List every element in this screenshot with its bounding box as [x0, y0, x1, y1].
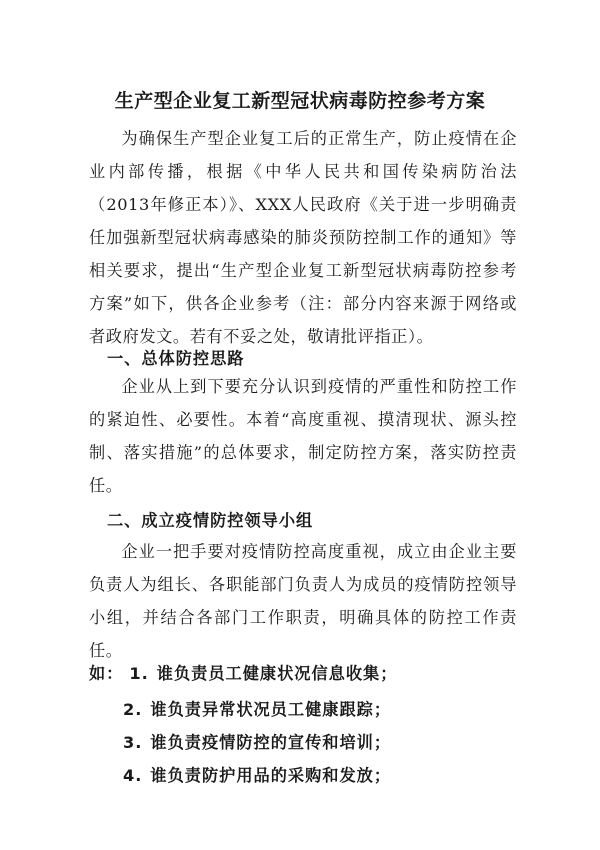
list-item	[123, 762, 391, 786]
list-item-text: 谁负责防护用品的采购和发放；	[150, 766, 392, 785]
list-item	[123, 729, 391, 753]
list-item-number: 3.	[123, 733, 143, 752]
section-heading-leadership-group: 二、成立疫情防控领导小组	[107, 511, 314, 530]
list-item-number: 1.	[129, 664, 149, 683]
section-body-overall-approach: 企业从上到下要充分认识到疫情的严重性和防控工作的紧迫性、必要性。本着“高度重视、摸清现状、源头控制、落实措施”的总体要求，制定防控方案，落实防控责任。	[89, 377, 517, 495]
document-title: 生产型企业复工新型冠状病毒防控参考方案	[114, 90, 486, 112]
list-item	[89, 660, 397, 684]
list-prefix: 如：	[89, 664, 124, 683]
list-item	[123, 696, 391, 720]
list-item-text: 谁负责疫情防控的宣传和培训；	[150, 733, 392, 752]
list-item-number: 4.	[123, 766, 143, 785]
intro-paragraph: 为确保生产型企业复工后的正常生产，防止疫情在企业内部传播，根据《中华人民共和国传染病防治法（2013年修正本）》、XXX人民政府《关于进一步明确责任加强新型冠状病毒感染的肺炎预防控制工作的通知》等相关要求，提出“生产型企业复工新型冠状病毒防控参考方案”如下，供各企业参考（注：部分内容来源于网络或者政府发文。若有不妥之处，敬请批评指正）。	[89, 129, 517, 346]
section-heading-overall-approach: 一、总体防控思路	[107, 349, 245, 368]
section-body-leadership-group: 企业一把手要对疫情防控高度重视，成立由企业主要负责人为组长、各职能部门负责人为成员的疫情防控领导小组，并结合各部门工作职责，明确具体的防控工作责任。	[89, 542, 517, 660]
list-item-text: 谁负责异常状况员工健康跟踪；	[150, 700, 392, 719]
list-item-text: 谁负责员工健康状况信息收集；	[156, 664, 398, 683]
list-item-number: 2.	[123, 700, 143, 719]
